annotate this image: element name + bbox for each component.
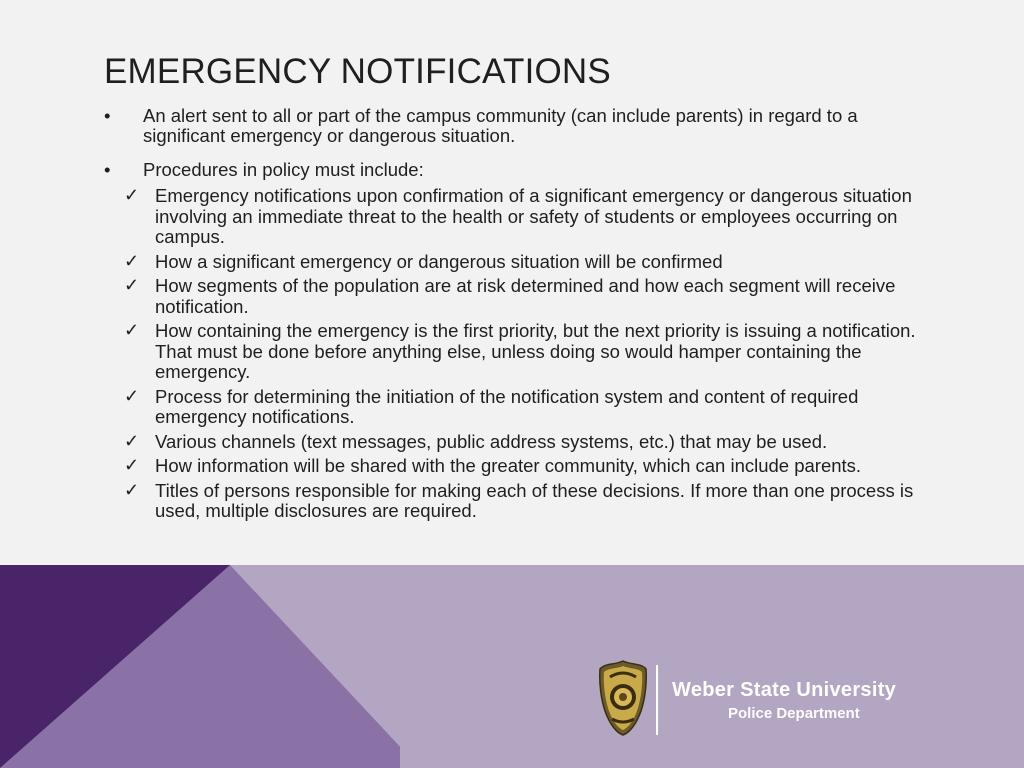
list-item: ✓ Titles of persons responsible for making each of these decisions. If more than one process is used, multiple disclosures are required. [124, 479, 914, 521]
logo-divider [656, 665, 658, 735]
bullet-procedures [104, 160, 944, 522]
bullet-alert [104, 106, 944, 146]
bullet-text: Procedures in policy must include: [143, 159, 424, 180]
list-item: ✓ How segments of the population are at risk determined and how each segment will receive notification. [124, 275, 896, 317]
checkmark-icon: ✓ [124, 479, 140, 500]
list-item: ✓ How a significant emergency or dangerous situation will be confirmed [124, 250, 723, 272]
checkmark-icon: ✓ [124, 185, 140, 205]
checkmark-icon: ✓ [124, 385, 140, 406]
police-badge-icon [598, 659, 648, 737]
list-item: ✓ Various channels (text messages, public address systems, etc.) that may be used. [124, 430, 828, 452]
list-item: ✓ How information will be shared with the greater community, which can include parents. [124, 455, 862, 476]
bullet-text: An alert sent to all or part of the campus community (can include parents) in regard to a significant emergency or dangerous situation. [143, 105, 858, 146]
list-item: ✓ Process for determining the initiation of the notification system and content of required emergency notifications. [124, 385, 859, 427]
checkmark-icon: ✓ [124, 430, 140, 451]
checkmark-icon: ✓ [124, 250, 140, 271]
slide-content [104, 106, 944, 536]
dept-name: Police Department [728, 705, 860, 722]
list-item: ✓ How containing the emergency is the first priority, but the next priority is issuing a notification. That must be done before anything else, unless doing so would hamper containing the emergency. [124, 320, 916, 382]
list-item: ✓ Emergency notifications upon confirmation of a significant emergency or dangerous situation involving an immediate threat to the health or safety of students or employees occurring on campus. [124, 185, 912, 247]
procedures-list [104, 186, 944, 522]
bullet-dot: • [104, 105, 111, 126]
checkmark-icon: ✓ [124, 320, 140, 340]
slide-title: EMERGENCY NOTIFICATIONS [104, 52, 611, 91]
org-name: Weber State University [672, 679, 897, 701]
checkmark-icon: ✓ [124, 275, 140, 295]
footer-logo [598, 659, 978, 739]
bullet-dot: • [104, 159, 111, 180]
checkmark-icon: ✓ [124, 455, 140, 475]
